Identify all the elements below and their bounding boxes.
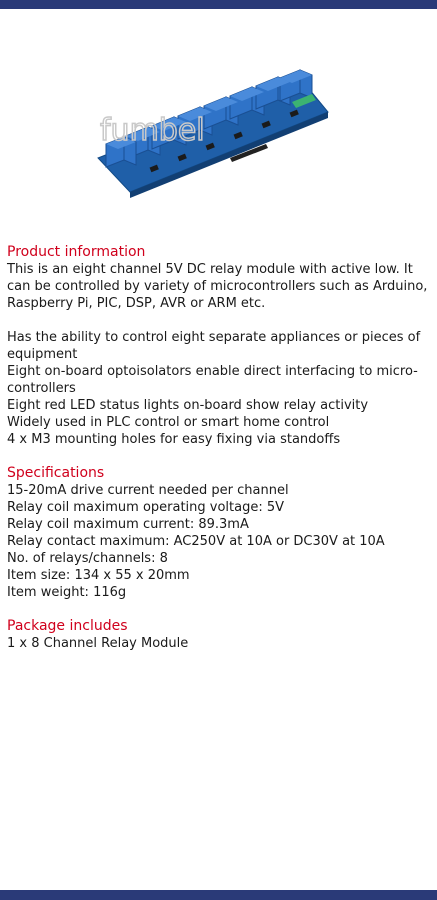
spec-item: Relay contact maximum: AC250V at 10A or DC30V at 10A <box>7 534 385 549</box>
product-information-heading: Product information <box>7 244 146 260</box>
watermark-logo: fumbel <box>100 113 205 148</box>
spec-item: Item size: 134 x 55 x 20mm <box>7 568 190 583</box>
package-item: 1 x 8 Channel Relay Module <box>7 636 189 651</box>
spec-item: 15-20mA drive current needed per channel <box>7 483 289 498</box>
specifications-heading: Specifications <box>7 465 105 481</box>
spec-item: Item weight: 116g <box>7 585 127 600</box>
spec-item: Relay coil maximum current: 89.3mA <box>7 517 249 532</box>
top-bar <box>0 0 437 9</box>
product-image <box>90 40 340 225</box>
feature-item: 4 x M3 mounting holes for easy fixing via standoffs <box>7 432 341 447</box>
product-description <box>7 244 432 652</box>
feature-item: Eight red LED status lights on-board show relay activity <box>7 398 369 413</box>
product-intro: This is an eight channel 5V DC relay module with active low. It can be controlled by variety of microcontrollers such as Arduino, Raspberry Pi, PIC, DSP, AVR or ARM etc. <box>7 262 428 311</box>
spec-item: Relay coil maximum operating voltage: 5V <box>7 500 285 515</box>
spec-item: No. of relays/channels: 8 <box>7 551 168 566</box>
feature-item: Has the ability to control eight separate appliances or pieces of equipment <box>7 330 421 362</box>
bottom-bar <box>0 890 437 900</box>
feature-item: Eight on-board optoisolators enable direct interfacing to micro-controllers <box>7 364 418 396</box>
relay-module-illustration <box>90 40 340 225</box>
feature-item: Widely used in PLC control or smart home control <box>7 415 330 430</box>
package-includes-heading: Package includes <box>7 618 128 634</box>
